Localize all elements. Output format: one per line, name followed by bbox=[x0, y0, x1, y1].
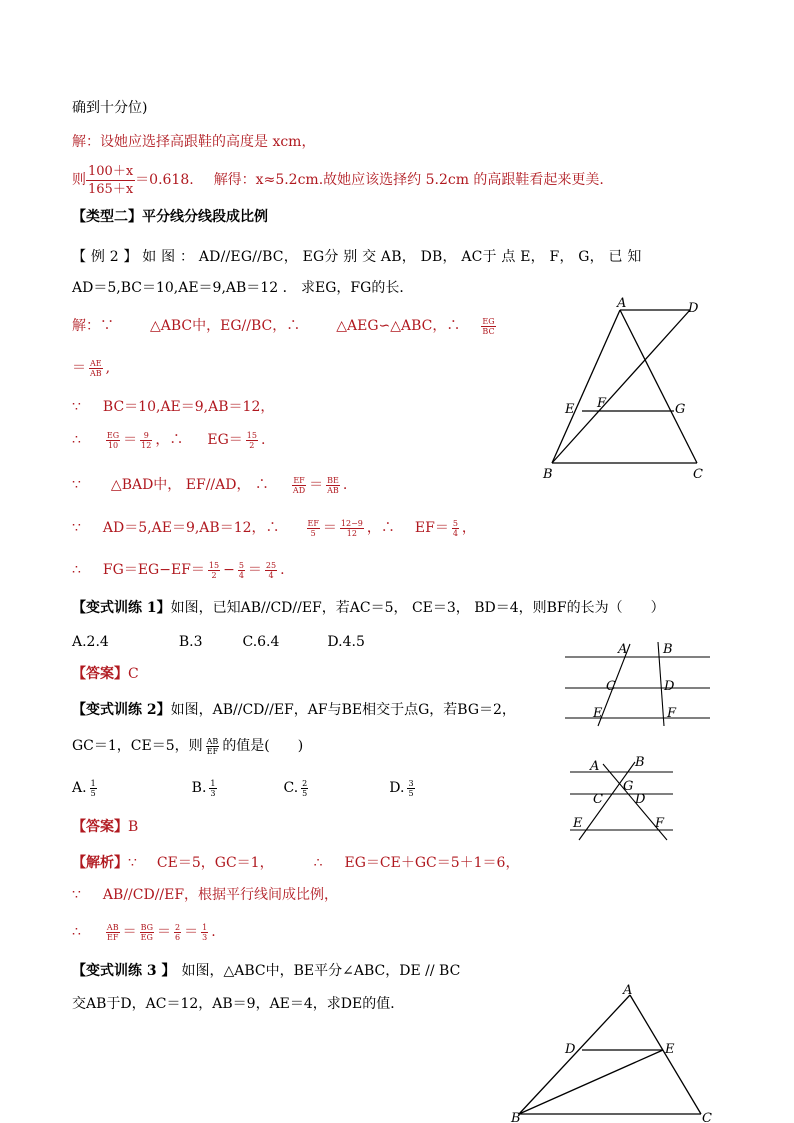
text-fragment: FG＝EG−EF＝ bbox=[102, 562, 205, 578]
point-label: F bbox=[655, 816, 665, 831]
exercise-line bbox=[72, 736, 303, 756]
text-fragment: ＝ bbox=[322, 520, 337, 536]
point-label: A bbox=[617, 296, 627, 311]
fraction bbox=[140, 923, 154, 942]
text-fragment: ＝ bbox=[72, 360, 86, 376]
point-label: C bbox=[606, 679, 616, 694]
fraction bbox=[206, 737, 220, 756]
segment-be bbox=[519, 1050, 663, 1114]
denominator: 3 bbox=[210, 788, 216, 798]
denominator: 6 bbox=[175, 932, 181, 942]
fraction bbox=[238, 561, 245, 580]
text-line bbox=[72, 98, 147, 118]
choice-c: C. bbox=[283, 780, 299, 796]
choice-b: B. bbox=[191, 780, 207, 796]
numerator: EG bbox=[482, 316, 495, 326]
text-fragment: ∴ bbox=[72, 432, 81, 448]
text-fragment: ∵ bbox=[72, 477, 81, 493]
fraction bbox=[209, 779, 216, 798]
analysis-line bbox=[72, 853, 519, 873]
text-fragment: ∴ bbox=[313, 855, 323, 871]
point-label: B bbox=[663, 642, 673, 657]
triangle-figure bbox=[505, 980, 725, 1123]
text-fragment: . bbox=[260, 432, 266, 448]
segment-ab bbox=[552, 310, 620, 463]
choice-a: A. bbox=[72, 780, 87, 796]
solution-line bbox=[72, 358, 110, 378]
section-heading bbox=[72, 207, 268, 227]
denominator: 3 bbox=[202, 932, 208, 942]
fraction bbox=[106, 431, 120, 450]
text-fragment: △AEG∽△ABC，∴ bbox=[336, 318, 461, 334]
fraction bbox=[307, 519, 320, 538]
point-label: A bbox=[618, 642, 628, 657]
text-fragment: . bbox=[342, 477, 348, 493]
point-label: G bbox=[675, 402, 686, 417]
point-label: E bbox=[665, 1042, 675, 1057]
text-fragment: AD＝5,AE＝9,AB＝12，∴ bbox=[102, 520, 280, 536]
text-fragment: ＝ bbox=[157, 924, 171, 940]
point-label: G bbox=[623, 779, 634, 794]
text-fragment: . bbox=[280, 562, 285, 578]
fraction bbox=[174, 923, 181, 942]
denominator: 10 bbox=[107, 440, 119, 450]
exercise-line bbox=[72, 598, 665, 618]
fraction bbox=[208, 561, 220, 580]
text-fragment: GC＝1，CE＝5，则 bbox=[72, 738, 203, 754]
numerator: 5 bbox=[238, 560, 244, 570]
denominator: EF bbox=[107, 932, 119, 942]
transversal-be bbox=[579, 762, 635, 840]
analysis-line bbox=[72, 922, 216, 942]
denominator: 2 bbox=[211, 570, 217, 580]
point-label: D bbox=[664, 679, 675, 694]
exercise-line bbox=[72, 961, 460, 981]
numerator: 2 bbox=[175, 922, 181, 932]
segment-db bbox=[552, 310, 690, 463]
denominator: 5 bbox=[310, 528, 316, 538]
parallel-lines-figure-2 bbox=[565, 752, 680, 842]
answer-tag: 【答案】 bbox=[72, 819, 128, 835]
fraction bbox=[407, 779, 414, 798]
exercise-line bbox=[72, 700, 516, 720]
text-fragment: ，∴ bbox=[155, 432, 184, 448]
denominator: 4 bbox=[268, 570, 274, 580]
text-fragment: AD＝5,BC＝10,AE＝9,AB＝12 ． 求EG，FG的长． bbox=[72, 280, 414, 296]
fraction bbox=[246, 431, 258, 450]
numerator: 15 bbox=[208, 560, 220, 570]
denominator: 5 bbox=[302, 788, 308, 798]
answer-tag: 【答案】 bbox=[72, 666, 128, 682]
answer-line bbox=[72, 664, 139, 684]
denominator: AB bbox=[327, 485, 339, 495]
numerator: 1 bbox=[210, 778, 216, 788]
fraction bbox=[292, 476, 306, 495]
text-fragment: 【 例 2 】 如 图 ： AD//EG//BC， EG分 别 交 AB， DB， AC于 点 E， F， G， 已 知 bbox=[72, 249, 642, 265]
text-fragment: ∴ bbox=[72, 924, 81, 940]
analysis-line bbox=[72, 885, 338, 905]
point-label: E bbox=[573, 816, 583, 831]
numerator: 5 bbox=[452, 518, 458, 528]
solution-line bbox=[72, 518, 476, 538]
text-fragment: 确到十分位) bbox=[72, 100, 148, 116]
denominator: 4 bbox=[452, 528, 458, 538]
fraction bbox=[340, 519, 364, 538]
exercise-line bbox=[72, 994, 404, 1014]
numerator: 9 bbox=[140, 431, 152, 441]
fraction bbox=[140, 431, 152, 450]
text-fragment: ， bbox=[461, 520, 476, 536]
answer-value: B bbox=[128, 819, 139, 835]
point-label: C bbox=[593, 792, 603, 807]
numerator: 15 bbox=[246, 430, 257, 440]
fraction bbox=[201, 923, 208, 942]
numerator: EG bbox=[106, 430, 120, 440]
numerator: 25 bbox=[265, 560, 277, 570]
answer-value: C bbox=[128, 666, 139, 682]
numerator: AB bbox=[206, 736, 219, 746]
numerator: BE bbox=[327, 475, 339, 485]
point-label: A bbox=[590, 759, 600, 774]
numerator: 100＋x bbox=[88, 163, 134, 179]
fraction bbox=[326, 476, 340, 495]
segment-ac bbox=[620, 310, 697, 463]
exercise-tag: 【变式训练 1】 bbox=[72, 600, 171, 616]
text-fragment: △BAD中， EF//AD， ∴ bbox=[110, 477, 269, 493]
text-fragment: ，∴ bbox=[366, 520, 395, 536]
text-fragment: EF＝ bbox=[414, 520, 449, 536]
text-fragment: 如图，AB//CD//EF，AF与BE相交于点G，若BG＝2， bbox=[170, 702, 516, 718]
text-fragment: EG＝CE＋GC＝5＋1＝6， bbox=[344, 855, 520, 871]
text-fragment: AB//CD//EF，根据平行线间成比例， bbox=[102, 887, 339, 903]
point-label: B bbox=[511, 1111, 521, 1123]
denominator: 12 bbox=[346, 528, 357, 538]
solution-line bbox=[72, 397, 274, 417]
solution-line bbox=[72, 132, 315, 152]
point-label: C bbox=[702, 1111, 712, 1123]
point-label: E bbox=[593, 706, 603, 721]
text-fragment: 交AB于D，AC＝12，AB＝9，AE＝4，求DE的值． bbox=[72, 996, 405, 1012]
text-fragment: 解：设她应选择高跟鞋的高度是 xcm， bbox=[72, 134, 316, 150]
text-fragment: 则 bbox=[72, 172, 86, 188]
numerator: 1 bbox=[90, 778, 96, 788]
choice-a: A.2.4 bbox=[72, 634, 109, 650]
fraction bbox=[106, 923, 120, 942]
numerator: AE bbox=[90, 358, 102, 368]
fraction bbox=[265, 561, 277, 580]
numerator: 2 bbox=[302, 778, 308, 788]
fraction bbox=[89, 359, 103, 378]
denominator: 4 bbox=[238, 570, 244, 580]
text-fragment: − bbox=[223, 562, 235, 578]
solution-line bbox=[72, 475, 347, 495]
text-fragment: 如图，已知AB//CD//EF，若AC＝5， CE＝3， BD＝4，则BF的长为（ ） bbox=[170, 600, 665, 616]
point-label: E bbox=[565, 402, 575, 417]
point-label: D bbox=[635, 792, 646, 807]
text-fragment: CE＝5，GC＝1， bbox=[156, 855, 274, 871]
choice-c: C.6.4 bbox=[242, 634, 280, 650]
text-fragment: ＝ bbox=[122, 924, 137, 940]
text-fragment: ∵ bbox=[72, 520, 81, 536]
choice-d: D.4.5 bbox=[327, 634, 365, 650]
text-fragment: 的值是( ) bbox=[222, 738, 304, 754]
text-fragment: ＝0.618. bbox=[135, 172, 194, 188]
text-fragment: 解得：x≈5.2cm.故她应该选择约 5.2cm 的高跟鞋看起来更美. bbox=[213, 172, 604, 188]
point-label: B bbox=[635, 755, 645, 770]
exercise-tag: 【变式训练 3 】 bbox=[72, 963, 176, 979]
fraction bbox=[90, 779, 97, 798]
problem-line bbox=[72, 278, 413, 298]
solution-line bbox=[72, 162, 604, 198]
point-label: B bbox=[543, 467, 553, 482]
denominator: 5 bbox=[408, 788, 414, 798]
text-fragment: EG＝ bbox=[207, 432, 243, 448]
choice-d: D. bbox=[389, 780, 405, 796]
fraction bbox=[86, 163, 135, 198]
numerator: BG bbox=[140, 922, 153, 932]
exercise-tag: 【变式训练 2】 bbox=[72, 702, 171, 718]
denominator: BC bbox=[482, 326, 495, 336]
numerator: 1 bbox=[202, 922, 208, 932]
answer-line bbox=[72, 817, 138, 837]
denominator: AD bbox=[292, 485, 306, 495]
denominator: EF bbox=[206, 746, 219, 756]
fraction bbox=[452, 519, 459, 538]
numerator: EF bbox=[293, 475, 305, 485]
text-fragment: ＝ bbox=[247, 562, 262, 578]
denominator: EG bbox=[140, 932, 153, 942]
problem-line bbox=[72, 247, 642, 267]
text-fragment: ∴ bbox=[72, 562, 81, 578]
numerator: 12−9 bbox=[340, 518, 363, 528]
solution-line bbox=[72, 430, 265, 450]
numerator: EF bbox=[307, 518, 319, 528]
solution-line bbox=[72, 560, 285, 580]
point-label: C bbox=[693, 467, 703, 482]
point-label: D bbox=[688, 301, 699, 316]
denominator: 12 bbox=[141, 440, 152, 450]
text-fragment: , bbox=[105, 360, 111, 376]
text-fragment: △ABC中，EG//BC，∴ bbox=[150, 318, 301, 334]
trapezoid-figure bbox=[535, 295, 720, 485]
denominator: 2 bbox=[249, 440, 255, 450]
choices-line bbox=[72, 632, 365, 652]
numerator: AB bbox=[106, 922, 119, 932]
text-fragment: ＝ bbox=[123, 432, 138, 448]
text-fragment: 解：∵ bbox=[72, 318, 114, 334]
text-fragment: ∵ bbox=[128, 855, 137, 871]
point-label: D bbox=[565, 1042, 576, 1057]
denominator: AB bbox=[90, 368, 102, 378]
text-fragment: ＝ bbox=[184, 924, 199, 940]
text-fragment: BC＝10,AE＝9,AB＝12， bbox=[102, 399, 275, 415]
point-label: F bbox=[597, 396, 607, 411]
text-fragment: . bbox=[211, 924, 216, 940]
solution-line bbox=[72, 316, 499, 336]
choice-b: B.3 bbox=[178, 634, 203, 650]
text-fragment: 【类型二】平分线分线段成比例 bbox=[72, 209, 268, 225]
point-label: F bbox=[667, 706, 677, 721]
text-fragment: ＝ bbox=[309, 477, 324, 493]
fraction bbox=[481, 317, 495, 336]
numerator: 3 bbox=[408, 778, 414, 788]
text-fragment: 如图，△ABC中，BE平分∠ABC，DE // BC bbox=[181, 963, 461, 979]
fraction bbox=[301, 779, 308, 798]
denominator: 5 bbox=[90, 788, 96, 798]
text-fragment: ∵ bbox=[72, 887, 81, 903]
choices-line bbox=[72, 778, 418, 798]
denominator: 165＋x bbox=[88, 181, 134, 197]
point-label: A bbox=[623, 983, 633, 998]
analysis-tag: 【解析】 bbox=[72, 855, 128, 871]
parallel-lines-figure-1 bbox=[560, 638, 715, 730]
text-fragment: ∵ bbox=[72, 399, 81, 415]
